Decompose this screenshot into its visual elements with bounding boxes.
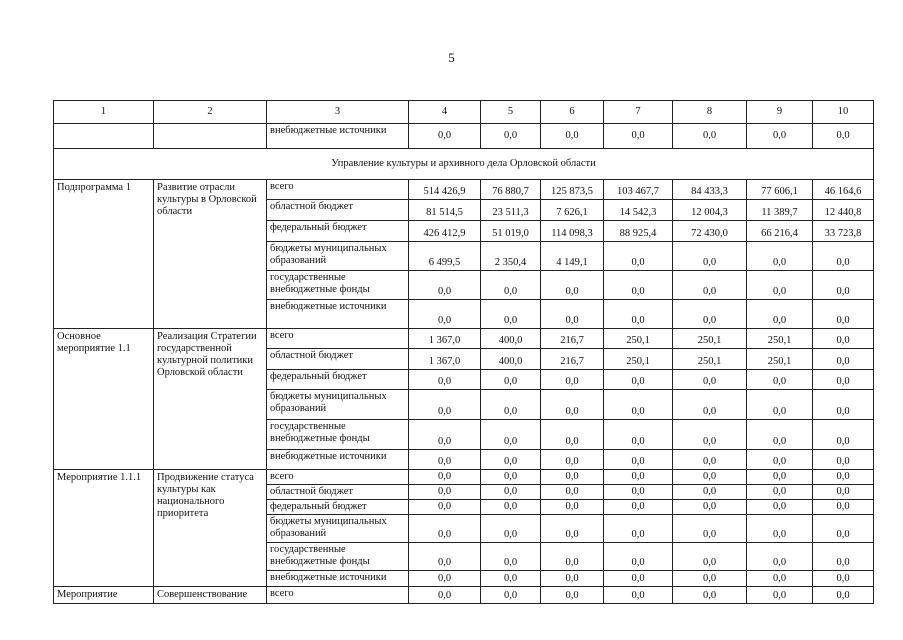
program-name-cell: Основное мероприятие 1.1 — [54, 329, 154, 470]
header-cell: 10 — [813, 101, 874, 124]
value-cell: 0,0 — [541, 571, 604, 587]
value-cell: 0,0 — [813, 329, 874, 349]
value-cell: 0,0 — [673, 543, 747, 571]
table-row — [54, 180, 874, 200]
value-cell: 250,1 — [747, 349, 813, 370]
value-cell: 0,0 — [673, 515, 747, 543]
header-cell: 8 — [673, 101, 747, 124]
value-cell: 0,0 — [409, 271, 481, 300]
value-cell: 0,0 — [673, 370, 747, 390]
value-cell: 0,0 — [673, 571, 747, 587]
value-cell: 0,0 — [813, 124, 874, 149]
value-cell: 0,0 — [481, 470, 541, 485]
funding-source-cell: федеральный бюджет — [267, 221, 409, 242]
header-cell: 5 — [481, 101, 541, 124]
value-cell: 0,0 — [481, 571, 541, 587]
value-cell: 0,0 — [541, 370, 604, 390]
empty-cell — [54, 124, 154, 149]
value-cell: 0,0 — [813, 470, 874, 485]
value-cell: 0,0 — [747, 571, 813, 587]
value-cell: 0,0 — [409, 500, 481, 515]
value-cell: 0,0 — [673, 300, 747, 329]
value-cell: 2 350,4 — [481, 242, 541, 271]
value-cell: 0,0 — [541, 587, 604, 604]
value-cell: 0,0 — [409, 470, 481, 485]
value-cell: 0,0 — [481, 450, 541, 470]
funding-source-cell: государственные внебюджетные фонды — [267, 271, 409, 300]
value-cell: 0,0 — [604, 390, 673, 420]
value-cell: 0,0 — [673, 420, 747, 450]
value-cell: 114 098,3 — [541, 221, 604, 242]
header-cell: 3 — [267, 101, 409, 124]
value-cell: 6 499,5 — [409, 242, 481, 271]
value-cell: 0,0 — [541, 124, 604, 149]
value-cell: 0,0 — [673, 390, 747, 420]
value-cell: 0,0 — [673, 271, 747, 300]
value-cell: 0,0 — [813, 420, 874, 450]
value-cell: 216,7 — [541, 349, 604, 370]
value-cell: 46 164,6 — [813, 180, 874, 200]
table-body — [54, 101, 874, 604]
value-cell: 0,0 — [604, 300, 673, 329]
header-cell: 9 — [747, 101, 813, 124]
value-cell: 0,0 — [409, 571, 481, 587]
value-cell: 0,0 — [481, 271, 541, 300]
value-cell: 0,0 — [813, 300, 874, 329]
value-cell: 0,0 — [673, 242, 747, 271]
value-cell: 250,1 — [604, 329, 673, 349]
table-row — [54, 587, 874, 604]
value-cell: 0,0 — [604, 450, 673, 470]
budget-table — [53, 100, 874, 604]
value-cell: 125 873,5 — [541, 180, 604, 200]
value-cell: 0,0 — [747, 587, 813, 604]
header-cell: 7 — [604, 101, 673, 124]
funding-source-cell: областной бюджет — [267, 485, 409, 500]
program-description-cell: Совершенствование — [154, 587, 267, 604]
header-cell: 1 — [54, 101, 154, 124]
value-cell: 12 440,8 — [813, 200, 874, 221]
value-cell: 0,0 — [813, 242, 874, 271]
value-cell: 0,0 — [747, 390, 813, 420]
value-cell: 23 511,3 — [481, 200, 541, 221]
value-cell: 0,0 — [604, 587, 673, 604]
value-cell: 0,0 — [604, 124, 673, 149]
funding-source-cell: внебюджетные источники — [267, 124, 409, 149]
value-cell: 0,0 — [673, 470, 747, 485]
value-cell: 0,0 — [409, 543, 481, 571]
page-number: 5 — [448, 50, 455, 65]
value-cell: 0,0 — [813, 390, 874, 420]
value-cell: 1 367,0 — [409, 349, 481, 370]
value-cell: 0,0 — [409, 515, 481, 543]
funding-source-cell: федеральный бюджет — [267, 370, 409, 390]
value-cell: 0,0 — [813, 370, 874, 390]
value-cell: 0,0 — [481, 543, 541, 571]
value-cell: 0,0 — [481, 500, 541, 515]
funding-source-cell: внебюджетные источники — [267, 300, 409, 329]
value-cell: 250,1 — [604, 349, 673, 370]
value-cell: 0,0 — [541, 500, 604, 515]
value-cell: 0,0 — [481, 485, 541, 500]
value-cell: 0,0 — [747, 450, 813, 470]
value-cell: 0,0 — [604, 242, 673, 271]
value-cell: 0,0 — [604, 515, 673, 543]
value-cell: 0,0 — [604, 271, 673, 300]
table-row — [54, 470, 874, 485]
value-cell: 0,0 — [813, 543, 874, 571]
header-row — [54, 101, 874, 124]
value-cell: 76 880,7 — [481, 180, 541, 200]
value-cell: 0,0 — [481, 370, 541, 390]
value-cell: 0,0 — [541, 300, 604, 329]
value-cell: 0,0 — [747, 300, 813, 329]
program-name-cell: Мероприятие — [54, 587, 154, 604]
value-cell: 0,0 — [541, 420, 604, 450]
funding-source-cell: всего — [267, 470, 409, 485]
value-cell: 0,0 — [409, 587, 481, 604]
value-cell: 0,0 — [409, 450, 481, 470]
value-cell: 12 004,3 — [673, 200, 747, 221]
value-cell: 0,0 — [541, 450, 604, 470]
section-row — [54, 149, 874, 180]
value-cell: 0,0 — [541, 271, 604, 300]
value-cell: 7 626,1 — [541, 200, 604, 221]
value-cell: 0,0 — [541, 485, 604, 500]
value-cell: 0,0 — [409, 390, 481, 420]
value-cell: 1 367,0 — [409, 329, 481, 349]
value-cell: 0,0 — [747, 543, 813, 571]
funding-source-cell: всего — [267, 180, 409, 200]
program-description-cell: Продвижение статуса культуры как национального приоритета — [154, 470, 267, 587]
value-cell: 0,0 — [673, 587, 747, 604]
value-cell: 0,0 — [409, 420, 481, 450]
value-cell: 0,0 — [481, 515, 541, 543]
value-cell: 0,0 — [813, 571, 874, 587]
value-cell: 0,0 — [813, 349, 874, 370]
value-cell: 0,0 — [747, 485, 813, 500]
value-cell: 0,0 — [813, 450, 874, 470]
value-cell: 0,0 — [813, 271, 874, 300]
program-name-cell: Подпрограмма 1 — [54, 180, 154, 329]
funding-source-cell: бюджеты муниципальных образований — [267, 390, 409, 420]
value-cell: 0,0 — [813, 587, 874, 604]
value-cell: 0,0 — [747, 470, 813, 485]
value-cell: 0,0 — [481, 587, 541, 604]
value-cell: 0,0 — [673, 500, 747, 515]
value-cell: 84 433,3 — [673, 180, 747, 200]
program-name-cell: Мероприятие 1.1.1 — [54, 470, 154, 587]
value-cell: 0,0 — [673, 124, 747, 149]
value-cell: 0,0 — [409, 300, 481, 329]
header-cell: 6 — [541, 101, 604, 124]
value-cell: 72 430,0 — [673, 221, 747, 242]
value-cell: 0,0 — [747, 370, 813, 390]
value-cell: 0,0 — [604, 543, 673, 571]
value-cell: 0,0 — [747, 242, 813, 271]
funding-source-cell: бюджеты муниципальных образований — [267, 242, 409, 271]
value-cell: 77 606,1 — [747, 180, 813, 200]
value-cell: 0,0 — [604, 370, 673, 390]
value-cell: 0,0 — [813, 485, 874, 500]
value-cell: 0,0 — [747, 271, 813, 300]
value-cell: 0,0 — [541, 390, 604, 420]
funding-source-cell: всего — [267, 587, 409, 604]
value-cell: 0,0 — [604, 500, 673, 515]
funding-source-cell: внебюджетные источники — [267, 450, 409, 470]
funding-source-cell: государственные внебюджетные фонды — [267, 543, 409, 571]
value-cell: 0,0 — [481, 124, 541, 149]
header-cell: 4 — [409, 101, 481, 124]
empty-cell — [154, 124, 267, 149]
value-cell: 0,0 — [604, 571, 673, 587]
value-cell: 216,7 — [541, 329, 604, 349]
value-cell: 103 467,7 — [604, 180, 673, 200]
value-cell: 0,0 — [481, 390, 541, 420]
value-cell: 250,1 — [673, 329, 747, 349]
value-cell: 426 412,9 — [409, 221, 481, 242]
table-row — [54, 329, 874, 349]
value-cell: 0,0 — [541, 543, 604, 571]
program-description-cell: Развитие отрасли культуры в Орловской области — [154, 180, 267, 329]
value-cell: 0,0 — [813, 515, 874, 543]
value-cell: 400,0 — [481, 329, 541, 349]
value-cell: 33 723,8 — [813, 221, 874, 242]
value-cell: 0,0 — [541, 470, 604, 485]
value-cell: 0,0 — [604, 485, 673, 500]
value-cell: 0,0 — [409, 485, 481, 500]
value-cell: 0,0 — [481, 420, 541, 450]
funding-source-cell: областной бюджет — [267, 200, 409, 221]
value-cell: 0,0 — [409, 370, 481, 390]
header-cell: 2 — [154, 101, 267, 124]
value-cell: 0,0 — [541, 515, 604, 543]
value-cell: 0,0 — [747, 420, 813, 450]
value-cell: 0,0 — [409, 124, 481, 149]
value-cell: 0,0 — [481, 300, 541, 329]
funding-source-cell: федеральный бюджет — [267, 500, 409, 515]
value-cell: 0,0 — [813, 500, 874, 515]
funding-source-cell: всего — [267, 329, 409, 349]
value-cell: 51 019,0 — [481, 221, 541, 242]
value-cell: 0,0 — [747, 124, 813, 149]
funding-source-cell: государственные внебюджетные фонды — [267, 420, 409, 450]
funding-source-cell: бюджеты муниципальных образований — [267, 515, 409, 543]
value-cell: 81 514,5 — [409, 200, 481, 221]
value-cell: 0,0 — [747, 500, 813, 515]
funding-source-cell: внебюджетные источники — [267, 571, 409, 587]
value-cell: 0,0 — [604, 470, 673, 485]
value-cell: 66 216,4 — [747, 221, 813, 242]
value-cell: 514 426,9 — [409, 180, 481, 200]
value-cell: 0,0 — [673, 485, 747, 500]
value-cell: 250,1 — [747, 329, 813, 349]
value-cell: 0,0 — [673, 450, 747, 470]
program-description-cell: Реализация Стратегии государственной культурной политики Орловской области — [154, 329, 267, 470]
value-cell: 0,0 — [604, 420, 673, 450]
value-cell: 14 542,3 — [604, 200, 673, 221]
funding-source-cell: областной бюджет — [267, 349, 409, 370]
value-cell: 0,0 — [747, 515, 813, 543]
value-cell: 4 149,1 — [541, 242, 604, 271]
value-cell: 88 925,4 — [604, 221, 673, 242]
table-row — [54, 124, 874, 149]
value-cell: 11 389,7 — [747, 200, 813, 221]
value-cell: 400,0 — [481, 349, 541, 370]
section-title: Управление культуры и архивного дела Орловской области — [54, 149, 874, 180]
value-cell: 250,1 — [673, 349, 747, 370]
